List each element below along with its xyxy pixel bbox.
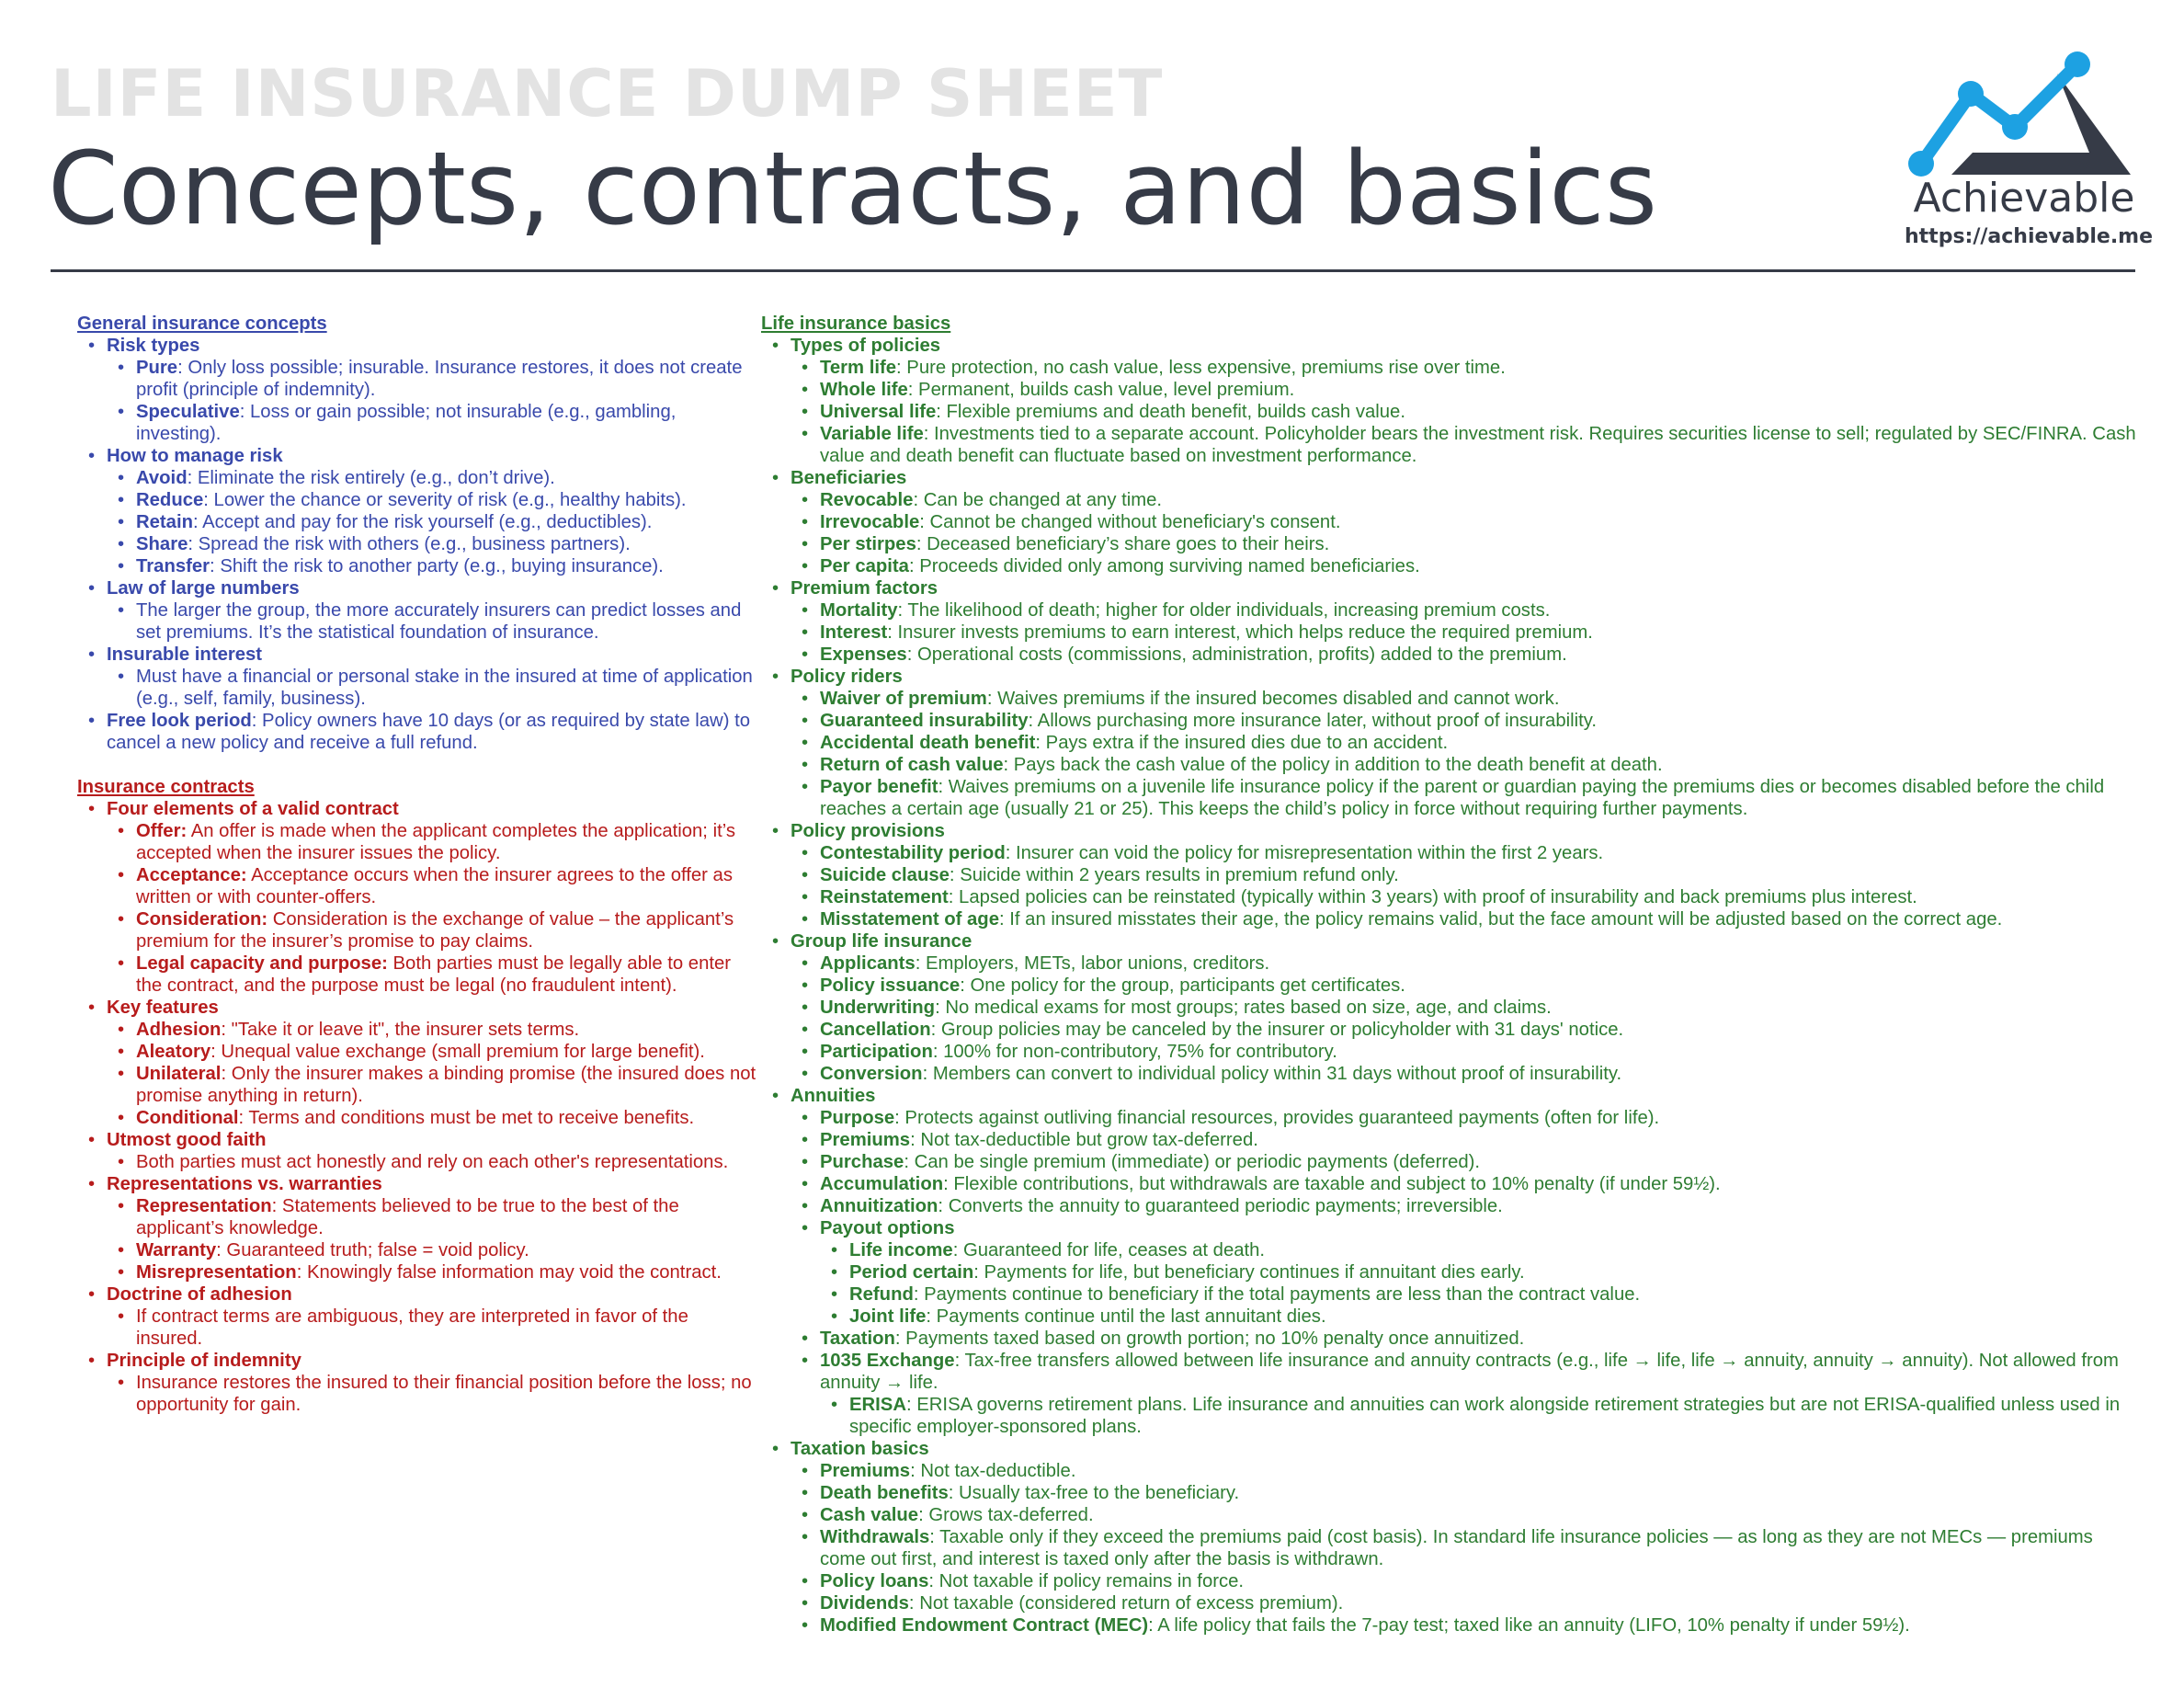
item-term: Suicide clause: [820, 865, 950, 885]
list-item: [107, 1129, 757, 1173]
list-item: [820, 1151, 2140, 1173]
item-term: Premiums: [820, 1461, 911, 1481]
list-item: [820, 864, 2140, 886]
list-item: [820, 1129, 2140, 1151]
item-text: If contract terms are ambiguous, they are interpreted in favor of the insured.: [136, 1306, 688, 1349]
item-term: Conversion: [820, 1064, 923, 1084]
item-term: Speculative: [136, 402, 240, 422]
item-text: : Terms and conditions must be met to receive benefits.: [238, 1108, 695, 1128]
list-item: [136, 908, 757, 952]
item-text: : Lower the chance or severity of risk (e.g., healthy habits).: [203, 490, 687, 510]
list-item: [820, 688, 2140, 710]
list-item: [849, 1283, 2140, 1306]
list-item: [136, 666, 757, 710]
item-text: : Usually tax-free to the beneficiary.: [948, 1483, 1240, 1503]
item-term: Premiums: [820, 1130, 911, 1150]
item-term: Purchase: [820, 1152, 904, 1172]
item-term: Conditional: [136, 1108, 239, 1128]
item-text: Acceptance occurs when the insurer agrees to the offer as written or with counter-offers.: [136, 865, 733, 907]
item-text: : The likelihood of death; higher for older individuals, increasing premium costs.: [897, 600, 1551, 621]
list-item: [136, 467, 757, 489]
item-text: : Flexible contributions, but withdrawals are taxable and subject to 10% penalty (if under 59½).: [943, 1174, 1721, 1194]
item-term: Accumulation: [820, 1174, 944, 1194]
item-term: Refund: [849, 1284, 914, 1305]
list-item: [820, 776, 2140, 820]
list-item: [820, 842, 2140, 864]
item-text: Both parties must act honestly and rely on each other's representations.: [136, 1152, 729, 1172]
item-text: : Taxable only if they exceed the premiums paid (cost basis). In standard life insurance policies — as long as they are not MECs — premiums come out first, and interest is taxed only after the basis is withdrawn.: [820, 1527, 2093, 1569]
item-term: Principle of indemnity: [107, 1351, 301, 1371]
item-text: : Members can convert to individual policy within 31 days without proof of insurability.: [922, 1064, 1622, 1084]
item-text: : Not tax-deductible.: [910, 1461, 1076, 1481]
item-term: Contestability period: [820, 843, 1006, 863]
item-text: An offer is made when the applicant completes the application; it’s accepted when the insurer issues the policy.: [136, 821, 735, 863]
item-term: Law of large numbers: [107, 578, 300, 599]
list-item: [820, 401, 2140, 423]
item-text: : Proceeds divided only among surviving named beneficiaries.: [908, 556, 1420, 576]
item-text: : Not taxable if policy remains in force.: [928, 1571, 1245, 1591]
list-item: [791, 577, 2140, 666]
logo-url: https://achievable.me: [1905, 225, 2154, 248]
list-item: [820, 489, 2140, 511]
item-term: Reinstatement: [820, 887, 949, 907]
item-term: Taxation: [820, 1329, 895, 1349]
list-item: [136, 357, 757, 401]
item-text: : ERISA governs retirement plans. Life insurance and annuities can work alongside retirement strategies but are not ERISA-qualified unless used in specific employer-sponsored plans.: [849, 1395, 2121, 1437]
item-text: : Converts the annuity to guaranteed periodic payments; irreversible.: [938, 1196, 1503, 1216]
item-term: Joint life: [849, 1306, 927, 1327]
list-item: [820, 357, 2140, 379]
list-item: [820, 1350, 2140, 1438]
list-item: [820, 1195, 2140, 1217]
item-term: Applicants: [820, 953, 916, 974]
item-text: Consideration is the exchange of value – the applicant’s premium for the insurer’s promise to pay claims.: [136, 909, 734, 952]
item-term: Participation: [820, 1042, 933, 1062]
item-term: Expenses: [820, 644, 907, 665]
item-text: : Payments continue until the last annuitant dies.: [926, 1306, 1326, 1327]
list-item: [820, 555, 2140, 577]
item-term: Payor benefit: [820, 777, 938, 797]
item-term: Share: [136, 534, 188, 554]
list-item: [820, 1217, 2140, 1328]
item-term: Types of policies: [791, 336, 941, 356]
section-title-basics: Life insurance basics: [761, 314, 951, 334]
list-item: [136, 1195, 757, 1239]
list-item: [820, 1460, 2140, 1482]
item-text: : Spread the risk with others (e.g., business partners).: [188, 534, 631, 554]
list-item: [820, 599, 2140, 622]
item-term: Accidental death benefit: [820, 733, 1036, 753]
item-term: Purpose: [820, 1108, 895, 1128]
list-item: [820, 754, 2140, 776]
header-divider: [51, 269, 2135, 272]
list-item: [820, 1526, 2140, 1570]
item-term: Dividends: [820, 1593, 909, 1614]
item-term: Modified Endowment Contract (MEC): [820, 1615, 1149, 1636]
item-text: : Guaranteed for life, ceases at death.: [952, 1240, 1266, 1260]
list-item: [107, 1350, 757, 1416]
item-term: Unilateral: [136, 1064, 222, 1084]
list-item: [136, 511, 757, 533]
list-item: [820, 1063, 2140, 1085]
section-title-contracts: Insurance contracts: [77, 777, 255, 797]
list-item: [107, 335, 757, 445]
item-text: : Grows tax-deferred.: [918, 1505, 1094, 1525]
item-text: : Suicide within 2 years results in premium refund only.: [949, 865, 1399, 885]
list-item: [136, 1261, 757, 1283]
item-text: : Statements believed to be true to the best of the applicant’s knowledge.: [136, 1196, 679, 1238]
list-item: [820, 1041, 2140, 1063]
list-item: [820, 423, 2140, 467]
item-text: : Payments taxed based on growth portion; no 10% penalty once annuitized.: [894, 1329, 1525, 1349]
item-text: : Payments for life, but beneficiary continues if annuitant dies early.: [973, 1262, 1525, 1283]
list-item: [791, 666, 2140, 820]
item-text: : Not taxable (considered return of excess premium).: [908, 1593, 1344, 1614]
item-term: Guaranteed insurability: [820, 711, 1029, 731]
item-term: Policy provisions: [791, 821, 945, 841]
item-term: Irrevocable: [820, 512, 920, 532]
list-item: [820, 1173, 2140, 1195]
item-term: Aleatory: [136, 1042, 211, 1062]
item-term: Legal capacity and purpose:: [136, 953, 388, 974]
item-term: Misstatement of age: [820, 909, 999, 930]
list-item: [136, 1306, 757, 1350]
list-item: [136, 401, 757, 445]
item-term: Revocable: [820, 490, 914, 510]
item-term: Acceptance:: [136, 865, 247, 885]
item-text: : Cannot be changed without beneficiary's consent.: [919, 512, 1341, 532]
list-item: [820, 379, 2140, 401]
list-item: [820, 533, 2140, 555]
list-item: [791, 820, 2140, 930]
list-item: [820, 710, 2140, 732]
item-term: Transfer: [136, 556, 210, 576]
item-term: Payout options: [820, 1218, 955, 1238]
item-term: Per stirpes: [820, 534, 916, 554]
item-text: : Protects against outliving financial resources, provides guaranteed payments (often for life).: [894, 1108, 1660, 1128]
item-term: Withdrawals: [820, 1527, 930, 1547]
list-item: [820, 511, 2140, 533]
item-term: Policy issuance: [820, 975, 961, 996]
item-text: : Can be changed at any time.: [913, 490, 1163, 510]
list-item: [791, 1438, 2140, 1637]
list-item: [136, 1041, 757, 1063]
sheet-supertitle: LIFE INSURANCE DUMP SHEET: [51, 56, 1164, 131]
item-text: : Policy owners have 10 days (or as required by state law) to cancel a new policy and receive a full refund.: [107, 711, 750, 753]
list-item: [791, 930, 2140, 1085]
item-text: : Deceased beneficiary’s share goes to their heirs.: [916, 534, 1330, 554]
list-item: [136, 1063, 757, 1107]
item-term: Mortality: [820, 600, 898, 621]
right-column: [761, 313, 2140, 1637]
item-term: Life income: [849, 1240, 953, 1260]
item-text: : "Take it or leave it", the insurer sets terms.: [221, 1020, 580, 1040]
item-term: Key features: [107, 998, 219, 1018]
list-item: [136, 1107, 757, 1129]
item-text: : Eliminate the risk entirely (e.g., don’t drive).: [187, 468, 555, 488]
item-term: Consideration:: [136, 909, 268, 930]
item-text: : Waives premiums if the insured becomes disabled and cannot work.: [986, 689, 1560, 709]
list-item: [849, 1306, 2140, 1328]
item-term: Cancellation: [820, 1020, 931, 1040]
left-column: [77, 313, 757, 1438]
logo-name: Achievable: [1913, 175, 2135, 222]
item-term: Per capita: [820, 556, 909, 576]
list-item: [136, 864, 757, 908]
item-term: Premium factors: [791, 578, 938, 599]
item-term: Four elements of a valid contract: [107, 799, 399, 819]
item-text: : Tax-free transfers allowed between life insurance and annuity contracts (e.g., life → life, life → annuity, annuity → annuity). Not allowed from annuity → life.: [820, 1351, 2119, 1393]
item-term: Waiver of premium: [820, 689, 987, 709]
item-term: Interest: [820, 622, 888, 643]
item-term: Misrepresentation: [136, 1262, 297, 1283]
item-term: Reduce: [136, 490, 204, 510]
item-term: Policy riders: [791, 667, 903, 687]
item-term: Representations vs. warranties: [107, 1174, 382, 1194]
item-term: Retain: [136, 512, 193, 532]
list-item: [136, 489, 757, 511]
item-text: : Investments tied to a separate account. Policyholder bears the investment risk. Requires securities license to sell; regulated by SEC/FINRA. Cash value and death benefit can fluctuate based on investment performance.: [820, 424, 2136, 466]
list-item: [820, 732, 2140, 754]
list-item: [820, 997, 2140, 1019]
item-text: : Employers, METs, labor unions, creditors.: [915, 953, 1270, 974]
item-text: : If an insured misstates their age, the policy remains valid, but the face amount will be adjusted based on the correct age.: [998, 909, 2003, 930]
item-term: Free look period: [107, 711, 252, 731]
item-text: Must have a financial or personal stake in the insured at time of application (e.g., self, family, business).: [136, 667, 753, 709]
item-term: Return of cash value: [820, 755, 1004, 775]
list-item: [107, 445, 757, 577]
item-text: : Operational costs (commissions, administration, profits) added to the premium.: [906, 644, 1567, 665]
list-item: [136, 1151, 757, 1173]
item-term: Annuities: [791, 1086, 876, 1106]
item-text: : Only the insurer makes a binding promise (the insured does not promise anything in return).: [136, 1064, 756, 1106]
list-item: [791, 335, 2140, 467]
item-text: The larger the group, the more accurately insurers can predict losses and set premiums. It’s the statistical foundation of insurance.: [136, 600, 742, 643]
list-item: [136, 820, 757, 864]
item-text: : Loss or gain possible; not insurable (e.g., gambling, investing).: [136, 402, 677, 444]
list-item: [820, 644, 2140, 666]
item-text: : No medical exams for most groups; rates based on size, age, and claims.: [935, 998, 1552, 1018]
list-item: [136, 533, 757, 555]
list-item: [820, 1504, 2140, 1526]
list-item: [820, 622, 2140, 644]
list-item: [820, 1570, 2140, 1592]
item-term: Policy loans: [820, 1571, 929, 1591]
item-text: : Insurer can void the policy for misrepresentation within the first 2 years.: [1005, 843, 1604, 863]
item-term: Whole life: [820, 380, 908, 400]
item-text: : Pays back the cash value of the policy in addition to the death benefit at death.: [1003, 755, 1663, 775]
item-text: : Flexible premiums and death benefit, builds cash value.: [936, 402, 1405, 422]
item-term: Group life insurance: [791, 931, 973, 952]
item-term: Annuitization: [820, 1196, 938, 1216]
item-text: Insurance restores the insured to their financial position before the loss; no opportunity for gain.: [136, 1373, 752, 1415]
item-text: : Payments continue to beneficiary if the total payments are less than the contract value.: [913, 1284, 1641, 1305]
list-item: [107, 997, 757, 1129]
list-item: [820, 1482, 2140, 1504]
general-concepts-section: [77, 313, 757, 754]
item-term: Variable life: [820, 424, 924, 444]
list-item: [136, 1372, 757, 1416]
item-text: : Permanent, builds cash value, level premium.: [907, 380, 1295, 400]
section-title-general: General insurance concepts: [77, 314, 327, 334]
list-item: [136, 1019, 757, 1041]
item-term: Avoid: [136, 468, 188, 488]
list-item: [820, 1614, 2140, 1637]
list-item: [820, 952, 2140, 975]
item-term: Warranty: [136, 1240, 217, 1260]
item-text: : Allows purchasing more insurance later, without proof of insurability.: [1028, 711, 1598, 731]
item-term: How to manage risk: [107, 446, 283, 466]
item-text: Both parties must be legally able to enter the contract, and the purpose must be legal (no fraudulent intent).: [136, 953, 732, 996]
list-item: [849, 1394, 2140, 1438]
item-text: : Lapsed policies can be reinstated (typically within 3 years) with proof of insurability and back premiums plus interest.: [948, 887, 1917, 907]
list-item: [820, 1019, 2140, 1041]
item-text: : One policy for the group, participants get certificates.: [960, 975, 1405, 996]
item-term: Offer:: [136, 821, 188, 841]
list-item: [791, 1085, 2140, 1438]
list-item: [136, 599, 757, 644]
list-item: [849, 1261, 2140, 1283]
list-item: [107, 710, 757, 754]
item-text: : Insurer invests premiums to earn interest, which helps reduce the required premium.: [887, 622, 1593, 643]
list-item: [107, 644, 757, 710]
list-item: [820, 975, 2140, 997]
item-term: Representation: [136, 1196, 272, 1216]
item-term: Death benefits: [820, 1483, 949, 1503]
item-text: : Pays extra if the insured dies due to an accident.: [1035, 733, 1449, 753]
item-text: : Not tax-deductible but grow tax-deferred.: [910, 1130, 1258, 1150]
item-text: : Shift the risk to another party (e.g., buying insurance).: [210, 556, 664, 576]
list-item: [820, 908, 2140, 930]
item-text: : Unequal value exchange (small premium for large benefit).: [210, 1042, 705, 1062]
item-text: : A life policy that fails the 7-pay test; taxed like an annuity (LIFO, 10% penalty if under 59½).: [1148, 1615, 1910, 1636]
item-term: Term life: [820, 358, 897, 378]
insurance-contracts-section: [77, 776, 757, 1416]
item-term: Utmost good faith: [107, 1130, 267, 1150]
item-text: : Accept and pay for the risk yourself (e.g., deductibles).: [192, 512, 653, 532]
list-item: [136, 1239, 757, 1261]
page-title: Concepts, contracts, and basics: [48, 130, 1658, 247]
item-term: Taxation basics: [791, 1439, 929, 1459]
item-text: : Guaranteed truth; false = void policy.: [216, 1240, 529, 1260]
list-item: [820, 1592, 2140, 1614]
list-item: [107, 577, 757, 644]
item-text: : Knowingly false information may void the contract.: [296, 1262, 722, 1283]
list-item: [820, 886, 2140, 908]
item-text: : Only loss possible; insurable. Insurance restores, it does not create profit (principle of indemnity).: [136, 358, 743, 400]
list-item: [136, 555, 757, 577]
item-term: Period certain: [849, 1262, 974, 1283]
item-term: Universal life: [820, 402, 937, 422]
item-term: Cash value: [820, 1505, 919, 1525]
item-text: : Pure protection, no cash value, less expensive, premiums rise over time.: [896, 358, 1506, 378]
list-item: [107, 1283, 757, 1350]
item-text: : 100% for non-contributory, 75% for contributory.: [932, 1042, 1337, 1062]
item-term: Insurable interest: [107, 644, 263, 665]
item-term: Beneficiaries: [791, 468, 907, 488]
list-item: [820, 1328, 2140, 1350]
item-term: Adhesion: [136, 1020, 222, 1040]
item-term: Doctrine of adhesion: [107, 1284, 292, 1305]
list-item: [107, 1173, 757, 1283]
item-term: 1035 Exchange: [820, 1351, 955, 1371]
list-item: [820, 1107, 2140, 1129]
item-term: Pure: [136, 358, 178, 378]
item-term: Underwriting: [820, 998, 936, 1018]
list-item: [107, 798, 757, 997]
item-text: : Can be single premium (immediate) or periodic payments (deferred).: [904, 1152, 1481, 1172]
item-text: : Group policies may be canceled by the insurer or policyholder with 31 days' notice.: [930, 1020, 1624, 1040]
list-item: [849, 1239, 2140, 1261]
item-term: Risk types: [107, 336, 200, 356]
list-item: [136, 952, 757, 997]
item-term: ERISA: [849, 1395, 906, 1415]
item-text: : Waives premiums on a juvenile life insurance policy if the parent or guardian paying the premiums dies or becomes disabled before the child reaches a certain age (usually 21 or 25). This keeps the child’s policy in force without requiring further payments.: [820, 777, 2105, 819]
list-item: [791, 467, 2140, 577]
